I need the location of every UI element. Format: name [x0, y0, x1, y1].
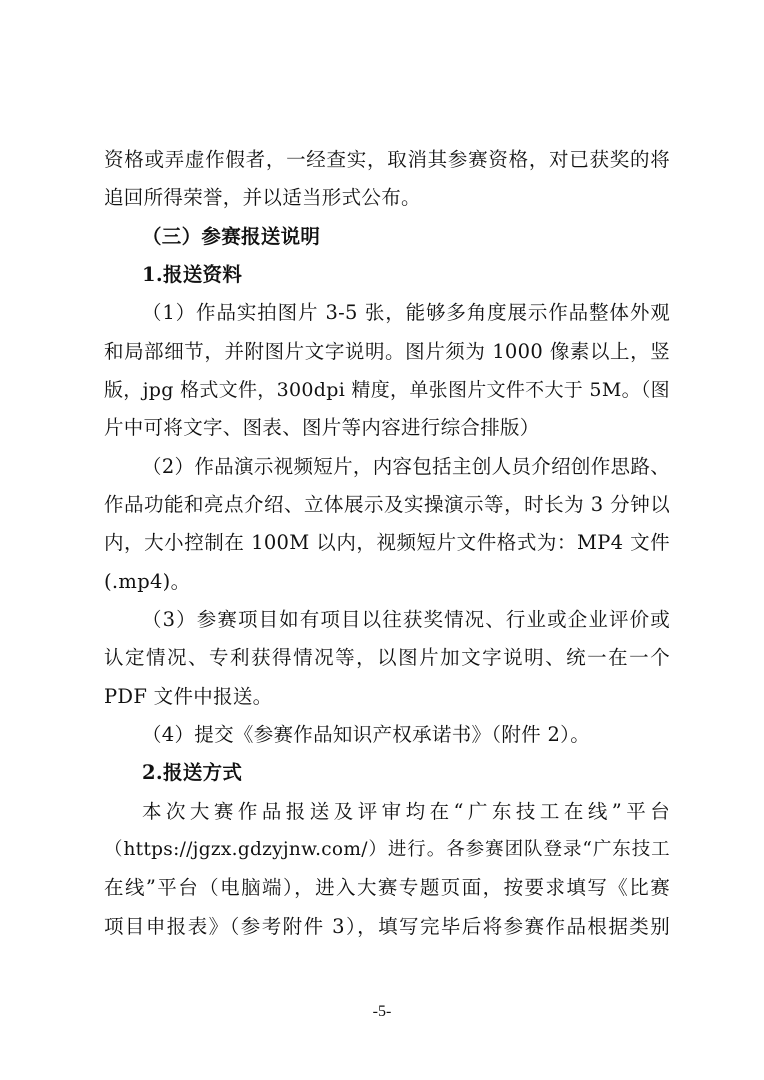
paragraph-line: 项目申报表》（参考附件 3），填写完毕后将参赛作品根据类别 — [104, 915, 670, 938]
paragraph-line: （1）作品实拍图片 3-5 张，能够多角度展示作品整体外观 — [142, 301, 670, 324]
paragraph-line: 资格或弄虚作假者，一经查实，取消其参赛资格，对已获奖的将 — [104, 148, 670, 171]
paragraph-line: （https://jgzx.gdzyjnw.com/）进行。各参赛团队登录“广东技工 — [104, 839, 670, 860]
page-number: -5- — [372, 1003, 392, 1020]
paragraph-line: 本次大赛作品报送及评审均在“广东技工在线”平台 — [142, 800, 670, 823]
paragraph-line: 内，大小控制在 100M 以内，视频短片文件格式为：MP4 文件 — [104, 531, 670, 554]
paragraph-line: PDF 文件中报送。 — [104, 685, 273, 708]
paragraph-line: 片中可将文字、图表、图片等内容进行综合排版） — [104, 416, 540, 439]
section-heading: （三）参赛报送说明 — [142, 225, 321, 248]
paragraph-line: 作品功能和亮点介绍、立体展示及实操演示等，时长为 3 分钟以 — [104, 493, 670, 516]
paragraph-line: 和局部细节，并附图片文字说明。图片须为 1000 像素以上，竖 — [104, 340, 670, 363]
subsection-heading: 2.报送方式 — [142, 761, 243, 784]
paragraph-line: （3）参赛项目如有项目以往获奖情况、行业或企业评价或 — [142, 608, 670, 631]
subsection-heading: 1.报送资料 — [142, 263, 243, 286]
paragraph-line: 版，jpg 格式文件，300dpi 精度，单张图片文件不大于 5M。（图 — [104, 379, 670, 401]
paragraph-line: （2）作品演示视频短片，内容包括主创人员介绍创作思路、 — [142, 455, 670, 478]
paragraph-line: 认定情况、专利获得情况等，以图片加文字说明、统一在一个 — [104, 646, 670, 669]
paragraph-line: （4）提交《参赛作品知识产权承诺书》（附件 2）。 — [142, 723, 591, 746]
paragraph-line: 追回所得荣誉，并以适当形式公布。 — [104, 186, 421, 209]
paragraph-line: (.mp4)。 — [104, 570, 191, 593]
paragraph-line: 在线”平台（电脑端），进入大赛专题页面，按要求填写《比赛 — [104, 876, 670, 899]
